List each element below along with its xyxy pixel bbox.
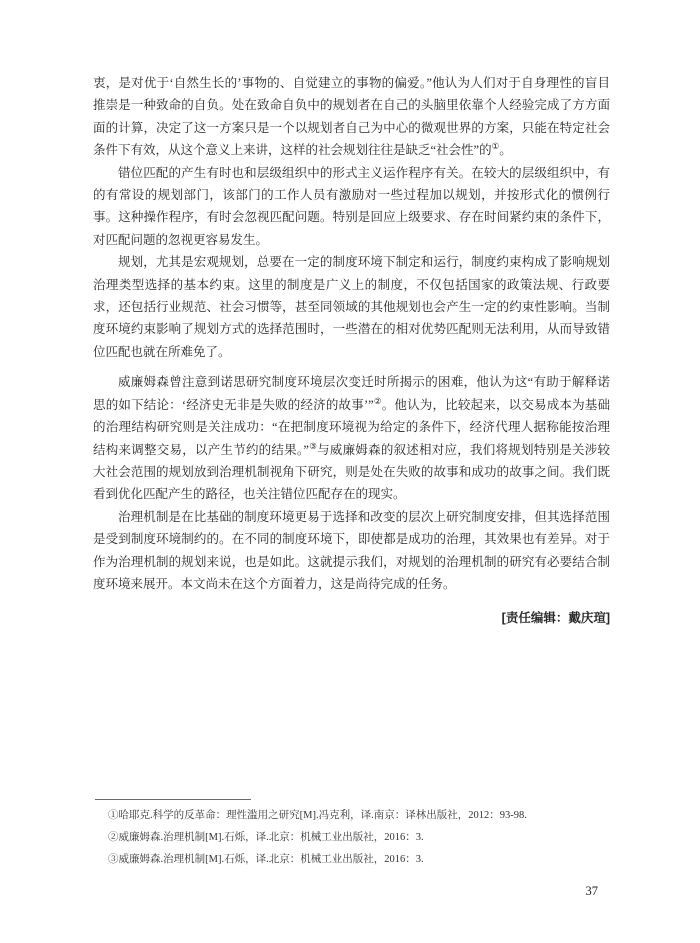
- paragraph-text: 。他认为，比较起来，以交易成本为基础的治理结构研究则是关注成功：“在把制度环境视为给定的条件下，经济代理人据称能按治理结构来调整交易，以产生节约的结果。”: [93, 397, 610, 457]
- footnote-ref-1: ①: [491, 141, 500, 152]
- paragraph-1: [93, 72, 610, 162]
- footnote-area: [93, 799, 610, 903]
- footnote-item-3: ③威廉姆森.治理机制[M].石烁，译.北京：机械工业出版社，2016：3.: [108, 853, 424, 865]
- paragraph-4: [93, 371, 610, 505]
- footnote-item-2: ②威廉姆森.治理机制[M].石烁，译.北京：机械工业出版社，2016：3.: [108, 831, 424, 843]
- paragraph-text: 。: [499, 143, 512, 158]
- footnote-ref-3: ③: [308, 440, 318, 451]
- footnote-ref-2: ②: [373, 395, 382, 406]
- editor-note: [责任编辑：戴庆瑄]: [501, 611, 610, 626]
- paragraph-text: 威廉姆森曾注意到诺思研究制度环境层次变迁时所揭示的困难，他认为这“有助于解释诺思的如下结论：‘经济史无非是失败的经济的故事’”: [93, 375, 610, 412]
- paragraph-text: 衷，是对优于‘自然生长的’事物的、自觉建立的事物的偏爱。”他认为人们对于自身理性的盲目推崇是一种致命的自负。处在致命自负中的规划者在自己的头脑里依靠个人经验完成了方方面面的计算，决定了这一方案只是一个以规划者自己为中心的微观世界的方案，只能在特定社会条件下有效，从这个意义上来讲，这样的社会规划往往是缺乏“社会性”的: [93, 76, 610, 158]
- paragraph-5: 治理机制是在比基础的制度环境更易于选择和改变的层次上研究制度安排，但其选择范围是受到制度环境制约的。在不同的制度环境下，即使都是成功的治理，其效果也有差异。对于作为治理机制的规划来说，也是如此。这就提示我们，对规划的治理机制的研究有必要结合制度环境来展开。本文尚未在这个方面着力，这是尚待完成的任务。: [93, 509, 610, 591]
- paragraph-text: 与威廉姆森的叙述相对应，我们将规划特别是关涉较大社会范围的规划放到治理机制视角下研究，则是处在失败的故事和成功的故事之间。我们既看到优化匹配产生的路径，也关注错位匹配存在的现实。: [93, 442, 610, 502]
- paragraph-3: 规划，尤其是宏观规划，总要在一定的制度环境下制定和运行，制度约束构成了影响规划治理类型选择的基本约束。这里的制度是广义上的制度，不仅包括国家的政策法规、行政要求，还包括行业规范、社会习惯等，甚至同领域的其他规划也会产生一定的约束性影响。当制度环境约束影响了规划方式的选择范围时，一些潜在的相对优势匹配则无法利用，从而导致错位匹配也就在所难免了。: [93, 255, 610, 359]
- paragraph-2: 错位匹配的产生有时也和层级组织中的形式主义运作程序有关。在较大的层级组织中，有的有常设的规划部门，该部门的工作人员有激励对一些过程加以规划，并按形式化的惯例行事。这种操作程序，有时会忽视匹配问题。特别是回应上级要求、存在时间紧约束的条件下，对匹配问题的忽视更容易发生。: [93, 165, 610, 247]
- page-number: 37: [585, 884, 598, 899]
- footnote-divider: [95, 799, 251, 800]
- article-body: [93, 72, 610, 630]
- footnote-item-1: ①哈耶克.科学的反革命：理性滥用之研究[M].冯克利，译.南京：译林出版社，2012：93-98.: [108, 810, 527, 821]
